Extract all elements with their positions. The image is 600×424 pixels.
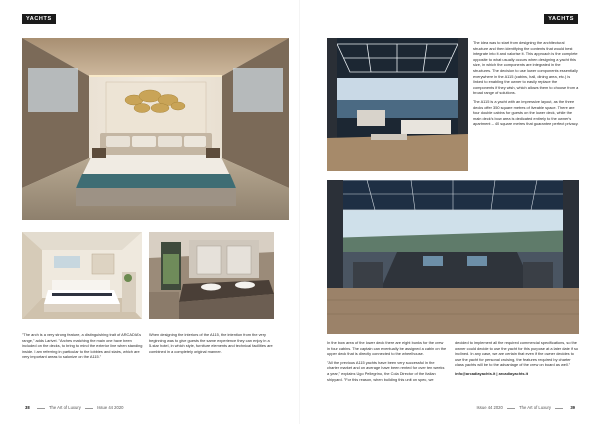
photo-sun-deck <box>327 38 468 171</box>
footer-issue-right: Issue 44 2020 <box>476 405 503 410</box>
paragraph-design-approach: The idea was to start from designing the architectural structure and then identifying the contents that would best integrate into it and valorise it. This approach is the complete opposite to what usually occurs when designing a yacht this size, in which the components are integrated in the structures. The decision to use lower components essentially everywhere in the A115 (cabins, hall, dining area, etc.) is linked to enabling the owner to easily replace the components if they wish, which allows them to choose from a broad range of solutions. <box>473 40 579 96</box>
footer-divider <box>85 408 93 409</box>
footer-divider <box>37 408 45 409</box>
paragraph-specs: decided to implement all the required commercial specifications, so the owner could decide to use the yacht for this purpose at a later date if so inclined. In any case, we are certain that even if the owner decides to use the yacht for personal cruising, the features required by charter class yachts will be to the advantage of the crew on board as well." <box>455 340 579 368</box>
caption-arch: "The arch is a very strong feature, a distinguishing trait of ARCADIA's range," adds Larivei. "Arches matching the main one have been included on the decks, to bring to mind the exterior line when standing inside. I am referring in particular to the lobbies and stairs, which are very important areas to salonize on the A115." <box>22 332 143 360</box>
footer-magazine-left: The Art of Luxury <box>48 405 81 410</box>
footer-right <box>477 405 578 410</box>
section-tag-left: YACHTS <box>22 14 56 24</box>
footer-issue-left: Issue 44 2020 <box>97 405 124 410</box>
caption-interiors: When designing the interiors of the A115, the intention from the very beginning was to give guests the same experience they can enjoy in a 5-star hotel, in which style, furniture elements and technical facilities are combined in a completely original manner. <box>149 332 273 354</box>
bottom-text-right <box>455 340 579 380</box>
footer-left <box>22 405 123 410</box>
photo-guest-cabin <box>22 232 142 319</box>
photo-flybridge-helm <box>327 180 579 334</box>
footer-divider <box>507 408 515 409</box>
footer-divider <box>555 408 563 409</box>
photo-bathroom <box>149 232 274 319</box>
paragraph-charter: "All the previous A115 yachts have been very successful in the charter market and on average have been rented for over ten weeks a year," explains Ugo Pellegrino, the Cola Director of the Italian shipyard. "For this reason, when building this unit on spec, we <box>327 359 445 382</box>
section-tag-right: YACHTS <box>544 14 578 24</box>
paragraph-layout: The A115 is a yacht with an impressive layout, as the three decks offer 350 square metres of liveable space. There are four double cabins for guests on the lower deck, while the main deck's bow area is dedicated entirely to the owner's apartment – 40 square metres that guarantee perfect privacy. <box>473 98 579 127</box>
footer-magazine-right: The Art of Luxury <box>519 405 551 410</box>
contact-info[interactable]: info@arcadiayachts.it | arcadiayachts.it <box>455 370 528 376</box>
photo-master-stateroom <box>22 38 289 220</box>
paragraph-crew: In the bow area of the lower deck there are eight bunks for the crew in four cabins. The captain can eventually be assigned a cabin on the upper deck that is directly connected to the wheelhouse. <box>327 340 447 357</box>
page-number-right: 39 <box>570 405 575 410</box>
page-number-left: 38 <box>25 405 30 410</box>
body-text-column <box>473 40 579 130</box>
right-page <box>300 0 600 424</box>
bottom-text-left <box>327 340 447 385</box>
